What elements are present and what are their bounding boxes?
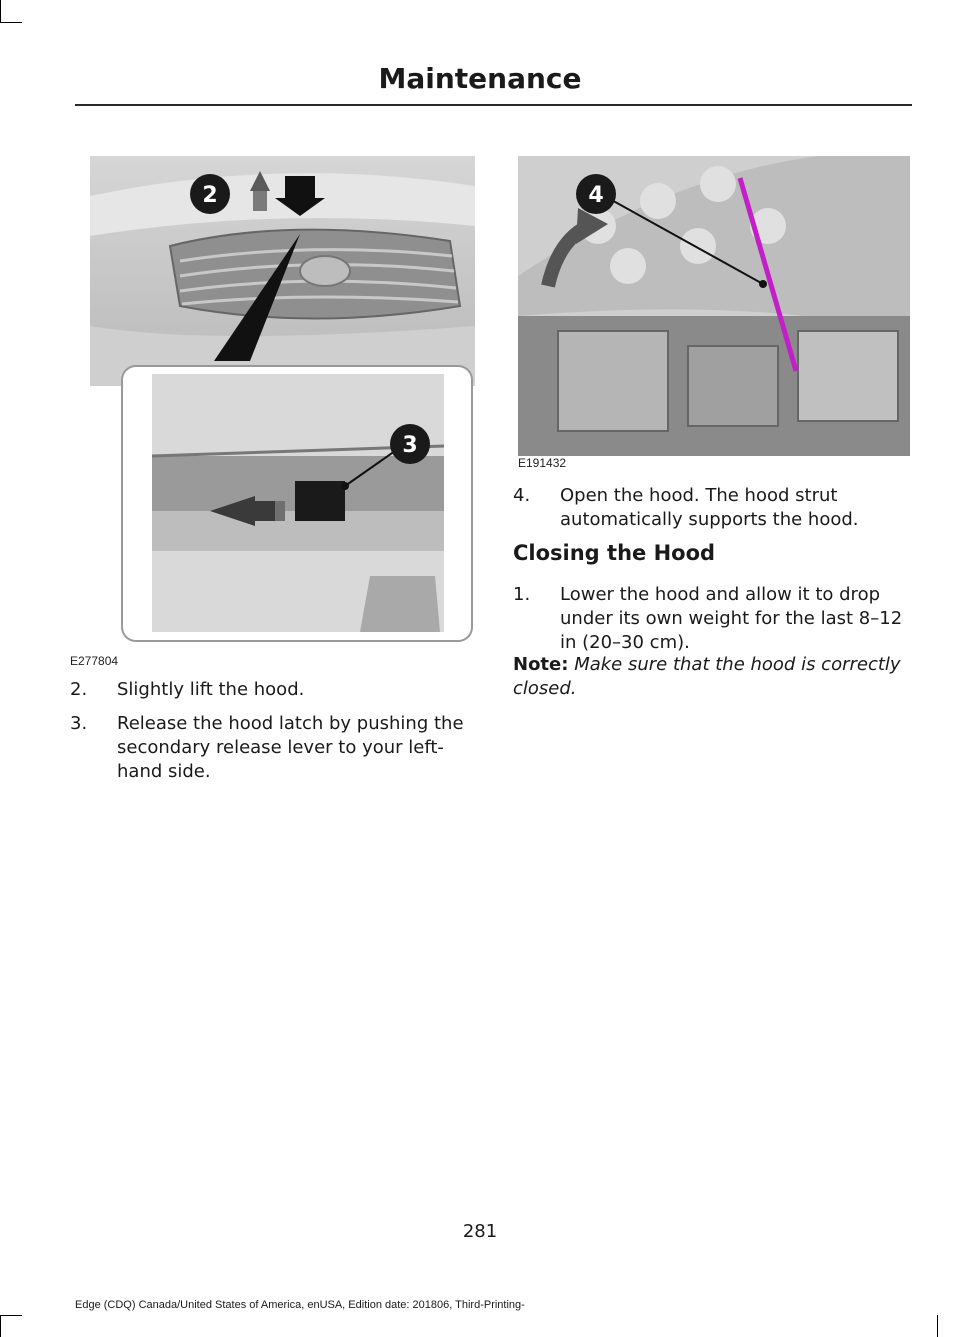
figure-hood-release xyxy=(90,156,475,646)
hood-strut-illustration xyxy=(518,156,910,456)
callout-3: 3 xyxy=(402,433,418,458)
note-label: Note: xyxy=(513,654,569,675)
step-text: Open the hood. The hood strut automatically supports the hood. xyxy=(560,485,859,530)
figure-id: E277804 xyxy=(70,654,119,668)
hood-release-illustration xyxy=(90,156,475,646)
list-item xyxy=(513,583,913,655)
crop-mark xyxy=(0,0,1,22)
step-text: Lower the hood and allow it to drop under its own weight for the last 8–12 in (20–30 cm). xyxy=(560,584,903,653)
step-number: 3. xyxy=(70,713,88,734)
header-rule xyxy=(75,104,912,106)
callout-2: 2 xyxy=(202,183,218,208)
section-heading: Closing the Hood xyxy=(513,541,716,565)
step-number: 1. xyxy=(513,584,531,605)
footer-text: Edge (CDQ) Canada/United States of America, enUSA, Edition date: 201806, Third-Printing- xyxy=(75,1299,525,1311)
step-list-left xyxy=(70,678,480,794)
list-item xyxy=(70,712,480,784)
step-number: 2. xyxy=(70,679,88,700)
step-list-right xyxy=(513,484,913,542)
page-number: 281 xyxy=(462,1221,498,1242)
callout-4: 4 xyxy=(588,183,604,208)
crop-mark xyxy=(0,1315,1,1337)
list-item xyxy=(513,484,913,532)
crop-mark xyxy=(937,1315,938,1337)
step-text: Release the hood latch by pushing the secondary release lever to your left-hand side. xyxy=(117,713,464,782)
step-number: 4. xyxy=(513,485,531,506)
note xyxy=(513,653,933,701)
list-item xyxy=(70,678,480,702)
page-title: Maintenance xyxy=(378,62,582,95)
figure-id: E191432 xyxy=(518,456,567,470)
crop-mark xyxy=(0,1315,22,1316)
note-text: Make sure that the hood is correctly closed. xyxy=(513,654,901,699)
figure-hood-open xyxy=(518,156,910,456)
crop-mark xyxy=(0,22,22,23)
step-text: Slightly lift the hood. xyxy=(117,679,305,700)
